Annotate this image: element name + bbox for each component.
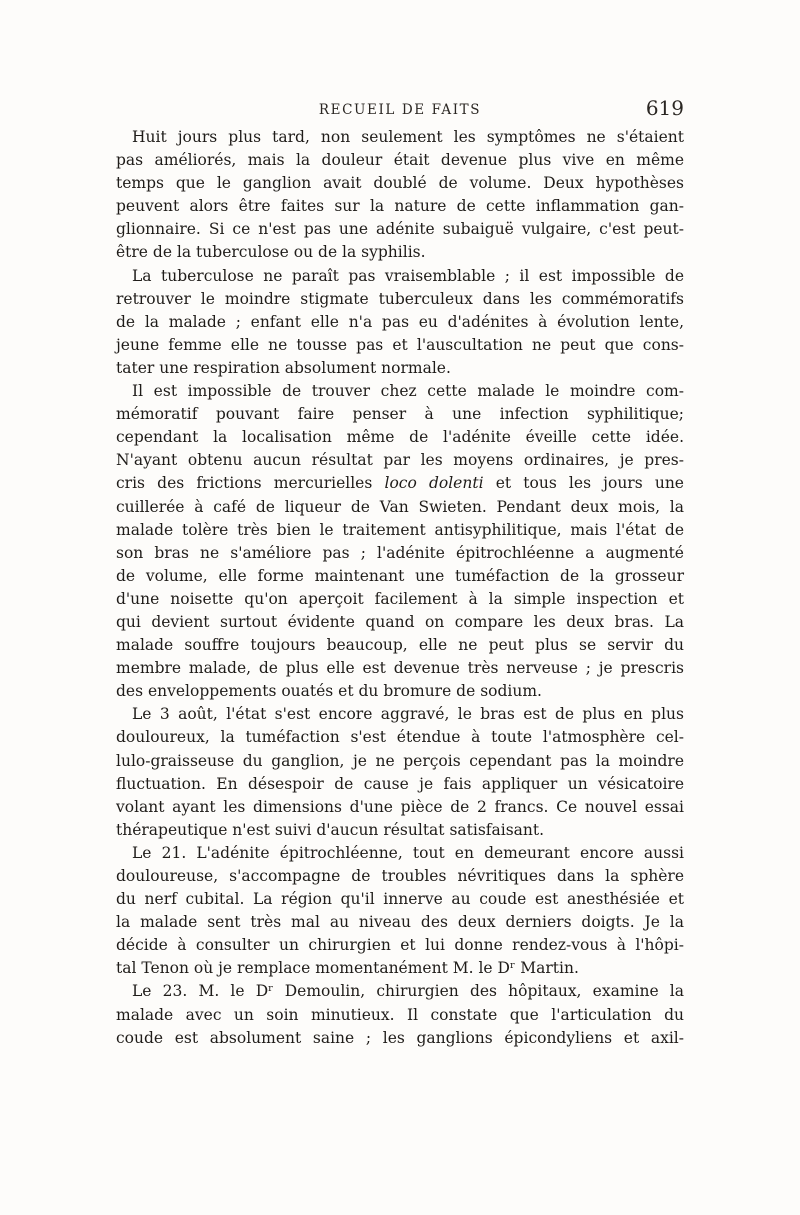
paragraph bbox=[116, 380, 684, 703]
text-line: Il est impossible de trouver chez cette malade le moindre com- bbox=[132, 382, 684, 401]
paragraph bbox=[116, 703, 684, 842]
text-line: de volume, elle forme maintenant une tuméfaction de la grosseur bbox=[116, 566, 684, 585]
text-line: glionnaire. Si ce n'est pas une adénite subaiguë vulgaire, c'est peut- bbox=[116, 220, 684, 239]
text-line: tater une respiration absolument normale. bbox=[116, 358, 451, 377]
text-line: décide à consulter un chirurgien et lui donne rendez-vous à l'hôpi- bbox=[116, 936, 684, 955]
text-line: Le 21. L'adénite épitrochléenne, tout en demeurant encore aussi bbox=[132, 843, 684, 862]
text-line: de la malade ; enfant elle n'a pas eu d'adénites à évolution lente, bbox=[116, 312, 684, 331]
text-line: douloureux, la tuméfaction s'est étendue à toute l'atmosphère cel- bbox=[116, 728, 684, 747]
text-line: d'une noisette qu'on aperçoit facilement à la simple inspection et bbox=[116, 589, 684, 608]
page-header bbox=[116, 96, 684, 124]
body-text bbox=[116, 126, 684, 1050]
text-line: Huit jours plus tard, non seulement les symptômes ne s'étaient bbox=[132, 128, 684, 146]
text-line: douloureuse, s'accompagne de troubles névritiques dans la sphère bbox=[116, 867, 684, 885]
running-head: RECUEIL DE FAITS bbox=[318, 102, 482, 118]
text-line: La tuberculose ne paraît pas vraisemblable ; il est impossible de bbox=[132, 266, 684, 285]
text-line: tal Tenon où je remplace momentanément M. le Dʳ Martin. bbox=[116, 959, 579, 978]
text-line: mémoratif pouvant faire penser à une infection syphilitique; bbox=[116, 405, 684, 424]
page-number: 619 bbox=[645, 96, 684, 120]
text-line: retrouver le moindre stigmate tuberculeux dans les commémoratifs bbox=[116, 289, 684, 308]
text-line: N'ayant obtenu aucun résultat par les moyens ordinaires, je pres- bbox=[116, 451, 684, 470]
text-line: cependant la localisation même de l'adénite éveille cette idée. bbox=[116, 428, 684, 447]
text-line: malade tolère très bien le traitement antisyphilitique, mais l'état de bbox=[116, 520, 684, 539]
text-line: coude est absolument saine ; les ganglions épicondyliens et axil- bbox=[116, 1028, 684, 1047]
text-line: malade avec un soin minutieux. Il constate que l'articulation du bbox=[116, 1005, 684, 1024]
paragraph bbox=[116, 126, 684, 265]
text-line: qui devient surtout évidente quand on compare les deux bras. La bbox=[116, 612, 684, 631]
paragraph bbox=[116, 980, 684, 1049]
text-segment: et tous les jours une bbox=[495, 474, 684, 493]
text-line: son bras ne s'améliore pas ; l'adénite épitrochléenne a augmenté bbox=[116, 543, 684, 562]
text-line: temps que le ganglion avait doublé de volume. Deux hypothèses bbox=[116, 174, 684, 193]
text-line: Le 23. M. le Dʳ Demoulin, chirurgien des hôpitaux, examine la bbox=[132, 982, 684, 1001]
text-line: fluctuation. En désespoir de cause je fais appliquer un vésicatoire bbox=[116, 774, 684, 793]
text-line: la malade sent très mal au niveau des deux derniers doigts. Je la bbox=[116, 913, 684, 932]
text-line: volant ayant les dimensions d'une pièce de 2 francs. Ce nouvel essai bbox=[116, 797, 684, 816]
text-line: du nerf cubital. La région qu'il innerve au coude est anesthésiée et bbox=[116, 890, 684, 909]
text-line: peuvent alors être faites sur la nature de cette inflammation gan- bbox=[116, 197, 684, 216]
text-line: membre malade, de plus elle est devenue très nerveuse ; je prescris bbox=[116, 659, 684, 678]
text-segment: cris des frictions mercurielles bbox=[116, 474, 373, 493]
text-line: être de la tuberculose ou de la syphilis. bbox=[116, 243, 426, 262]
text-line: lulo-graisseuse du ganglion, je ne perçois cependant pas la moindre bbox=[116, 751, 684, 770]
text-line: thérapeutique n'est suivi d'aucun résultat satisfaisant. bbox=[116, 820, 545, 839]
text-line: jeune femme elle ne tousse pas et l'auscultation ne peut que cons- bbox=[116, 335, 684, 354]
paragraph bbox=[116, 265, 684, 380]
text-line: malade souffre toujours beaucoup, elle ne peut plus se servir du bbox=[116, 636, 684, 655]
text-line: cuillerée à café de liqueur de Van Swieten. Pendant deux mois, la bbox=[116, 497, 684, 516]
text-line bbox=[116, 472, 684, 495]
text-line: des enveloppements ouatés et du bromure de sodium. bbox=[116, 682, 542, 701]
text-line: Le 3 août, l'état s'est encore aggravé, le bras est de plus en plus bbox=[132, 705, 684, 724]
italic-phrase: loco dolenti bbox=[384, 474, 484, 493]
text-line: pas améliorés, mais la douleur était devenue plus vive en même bbox=[116, 151, 684, 170]
paragraph bbox=[116, 842, 684, 981]
